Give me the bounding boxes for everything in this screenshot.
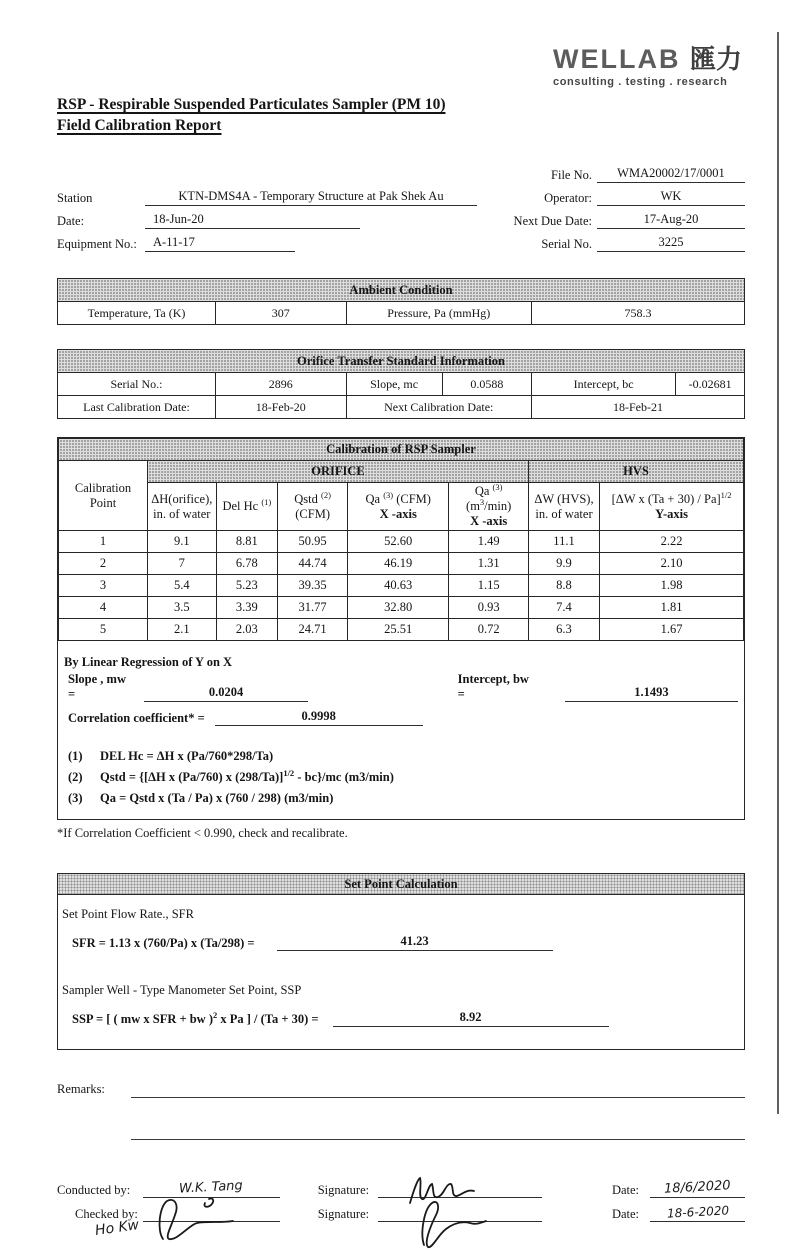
checked-by-row: [57, 1198, 745, 1222]
logo-tagline: consulting . testing . research: [553, 76, 728, 88]
checked-by-signature: [143, 1220, 280, 1222]
wellab-logo: [553, 46, 742, 88]
cell: 5.23: [216, 575, 278, 597]
next-cal-label: Next Calibration Date:: [346, 396, 531, 419]
signature-2: [378, 1220, 542, 1222]
footnote-3-text: Qa = Qstd x (Ta / Pa) x (760 / 298) (m3/min): [100, 791, 334, 805]
cell: 8.8: [528, 575, 599, 597]
signature-label-1: Signature:: [317, 1183, 370, 1197]
cell: 2.1: [148, 619, 217, 641]
cell: 7: [148, 553, 217, 575]
ssp-value: 8.92: [333, 1009, 609, 1027]
slope-mw-value: 0.0204: [144, 684, 307, 702]
std-serial-value: 2896: [216, 373, 347, 396]
date-1: [650, 1179, 745, 1198]
col-qa-m3-exp: 3: [479, 496, 485, 507]
sfr-heading: Set Point Flow Rate., SFR: [62, 907, 194, 921]
intercept-bc-value: -0.02681: [676, 373, 745, 396]
footnote-1-text: DEL Hc = ΔH x (Pa/760*298/Ta): [100, 749, 274, 763]
col-delta-w-line1: ΔW (HVS),: [534, 491, 594, 506]
date-1-handwriting: 18/6/2020: [663, 1178, 732, 1197]
date-label-2: Date:: [611, 1207, 640, 1221]
pressure-value: 758.3: [532, 302, 745, 325]
calibration-data-rows: [59, 531, 744, 641]
footnote-3-num: (3): [68, 791, 83, 805]
ssp-formula-sup: 2: [213, 1009, 218, 1020]
cell: 3.39: [216, 597, 278, 619]
footnote-1-num: (1): [68, 749, 83, 763]
set-point-title: Set Point Calculation: [58, 874, 744, 895]
set-point-section: [57, 873, 745, 1050]
slope-mc-value: 0.0588: [442, 373, 531, 396]
date-row: [57, 206, 745, 229]
next-due-label: Next Due Date:: [513, 214, 592, 228]
equipment-label: Equipment No.:: [57, 237, 137, 251]
report-title-line2: Field Calibration Report: [57, 117, 222, 134]
checked-by-initials-handwriting: Ho Kw: [94, 1217, 141, 1239]
cell: 32.80: [348, 597, 449, 619]
ssp-formula-row: [62, 1001, 740, 1027]
intercept-bw-value: 1.1493: [565, 684, 738, 702]
report-info: [57, 160, 745, 252]
cell: 9.1: [148, 531, 217, 553]
calibration-point-line1: Calibration: [74, 480, 132, 495]
regression-corr-row: [64, 702, 738, 726]
ambient-condition-table: [57, 278, 745, 325]
cell: 2.10: [600, 553, 744, 575]
col-qstd: [278, 483, 348, 531]
col-del-hc-text: Del Hc: [222, 499, 262, 513]
logo-brand-text: WELLAB: [553, 44, 681, 74]
regression-section: [58, 641, 744, 732]
intercept-bc-label: Intercept, bc: [531, 373, 675, 396]
cell: 46.19: [348, 553, 449, 575]
col-qa-cfm-text: Qa: [365, 491, 384, 506]
remarks-label: Remarks:: [57, 1082, 105, 1096]
sfr-value: 41.23: [277, 933, 553, 951]
file-no-label: File No.: [551, 168, 592, 182]
orifice-standard-row2: [58, 396, 745, 419]
cell: 50.95: [278, 531, 348, 553]
cell: 1.31: [449, 553, 528, 575]
cell: 44.74: [278, 553, 348, 575]
footnote-2: [64, 767, 738, 788]
cell: 6.3: [528, 619, 599, 641]
footnote-2-text: [100, 767, 394, 788]
cell: 40.63: [348, 575, 449, 597]
cell: 39.35: [278, 575, 348, 597]
signature-2-scribble: [412, 1199, 502, 1251]
equipment-value: A-11-17: [145, 234, 295, 252]
cell: 3: [59, 575, 148, 597]
station-label: Station: [57, 191, 93, 205]
cell: 4: [59, 597, 148, 619]
cell: 9.9: [528, 553, 599, 575]
temperature-value: 307: [216, 302, 347, 325]
cell: 31.77: [278, 597, 348, 619]
equipment-row: [57, 229, 745, 252]
sfr-formula-row: [62, 925, 740, 951]
cell: 1.98: [600, 575, 744, 597]
calibration-point-line2: Point: [89, 495, 117, 510]
date-2-handwriting: 18-6-2020: [666, 1203, 729, 1221]
regression-title: By Linear Regression of Y on X: [64, 655, 233, 669]
report-title: [57, 94, 745, 136]
cell: 24.71: [278, 619, 348, 641]
table-row: [59, 619, 744, 641]
slope-mw-label: Slope , mw =: [68, 672, 126, 701]
calibration-header-row: [59, 483, 744, 531]
table-row: [59, 531, 744, 553]
signature-label-2: Signature:: [317, 1207, 370, 1221]
serial-no-label: Serial No.: [541, 237, 592, 251]
date-2: [650, 1204, 745, 1222]
group-hvs: HVS: [528, 461, 743, 483]
cell: 1.81: [600, 597, 744, 619]
remarks-line-1: [131, 1082, 745, 1098]
col-y-axis: [600, 483, 744, 531]
col-del-hc: [216, 483, 278, 531]
col-y-axis-sup: 1/2: [720, 489, 732, 500]
sfr-formula: SFR = 1.13 x (760/Pa) x (Ta/298) =: [72, 936, 255, 950]
operator-label: Operator:: [544, 191, 592, 205]
col-qa-m3-unit-a: (m: [466, 499, 480, 513]
cell: 2.22: [600, 531, 744, 553]
temperature-label: Temperature, Ta (K): [58, 302, 216, 325]
cell: 8.81: [216, 531, 278, 553]
col-qa-m3-xaxis: X -axis: [470, 514, 508, 528]
col-qstd-sup: (2): [321, 489, 331, 500]
cell: 1: [59, 531, 148, 553]
date-value: 18-Jun-20: [145, 211, 360, 229]
set-point-body: [58, 895, 744, 1049]
calibration-section: [57, 437, 745, 820]
cell: 0.72: [449, 619, 528, 641]
cell: 2: [59, 553, 148, 575]
col-calibration-point: [59, 461, 148, 531]
calibration-table: [58, 438, 744, 641]
checked-by-scribble: [149, 1195, 259, 1243]
ssp-formula-post: x Pa ] / (Ta + 30) =: [217, 1012, 319, 1026]
formula-footnotes: [58, 732, 744, 819]
cell: 1.67: [600, 619, 744, 641]
correlation-value: 0.9998: [215, 708, 423, 726]
orifice-standard-row1: [58, 373, 745, 396]
signature-1: [378, 1196, 542, 1198]
col-qa-m3-sup: (3): [492, 481, 503, 492]
footnote-1: [64, 746, 738, 767]
station-row: [57, 183, 745, 206]
calibration-title: Calibration of RSP Sampler: [59, 439, 744, 461]
serial-no-value: 3225: [597, 234, 745, 252]
table-row: [59, 553, 744, 575]
std-serial-label: Serial No.:: [58, 373, 216, 396]
intercept-bw-label: Intercept, bw =: [457, 672, 529, 701]
date-label: Date:: [57, 214, 85, 228]
remarks-line-2: [131, 1124, 745, 1140]
ssp-heading: Sampler Well - Type Manometer Set Point, SSP: [62, 983, 302, 997]
conducted-by-label: Conducted by:: [57, 1183, 131, 1197]
operator-value: WK: [597, 188, 745, 206]
col-qa-cfm-unit: (CFM): [393, 491, 431, 506]
ambient-title: Ambient Condition: [58, 279, 745, 302]
remarks-section: [57, 1082, 745, 1140]
col-del-hc-sup: (1): [261, 496, 272, 507]
col-qa-cfm-xaxis: X -axis: [379, 506, 417, 521]
col-qa-cfm: [348, 483, 449, 531]
cell: 11.1: [528, 531, 599, 553]
station-value: KTN-DMS4A - Temporary Structure at Pak Shek Au: [145, 188, 477, 206]
col-delta-h: [148, 483, 217, 531]
ambient-row: [58, 302, 745, 325]
col-delta-w-line2: in. of water: [535, 506, 593, 521]
regression-slope-row: [64, 672, 738, 702]
file-no-row: [57, 160, 745, 183]
table-row: [59, 597, 744, 619]
footnote-2-post: - bc}/mc (m3/min): [294, 770, 394, 784]
conducted-by-handwriting: W.K. Tang: [179, 1178, 244, 1197]
last-cal-label: Last Calibration Date:: [58, 396, 216, 419]
correlation-note: *If Correlation Coefficient < 0.990, check and recalibrate.: [57, 826, 348, 840]
col-y-axis-label: Y-axis: [655, 506, 688, 521]
orifice-standard-table: [57, 349, 745, 419]
cell: 5: [59, 619, 148, 641]
ssp-formula-pre: SSP = [ ( mw x SFR + bw ): [72, 1012, 213, 1026]
col-qstd-line2: (CFM): [295, 506, 330, 521]
signoff-section: [57, 1174, 745, 1239]
group-orifice: ORIFICE: [148, 461, 529, 483]
col-qstd-text: Qstd: [294, 491, 322, 506]
col-qa-m3-text: Qa: [474, 484, 493, 498]
last-cal-value: 18-Feb-20: [216, 396, 347, 419]
correlation-label: Correlation coefficient* =: [68, 711, 205, 725]
pressure-label: Pressure, Pa (mmHg): [346, 302, 531, 325]
checked-by-label: Checked by:: [75, 1207, 138, 1221]
footnote-2-sup: 1/2: [283, 767, 295, 778]
footnote-2-pre: Qstd = {[ΔH x (Pa/760) x (298/Ta)]: [100, 770, 284, 784]
col-delta-h-line2: in. of water: [153, 506, 211, 521]
file-no-value: WMA20002/17/0001: [597, 165, 745, 183]
footnote-2-num: (2): [68, 770, 83, 784]
report-title-line1: RSP - Respirable Suspended Particulates Sampler (PM 10): [57, 96, 446, 113]
cell: 2.03: [216, 619, 278, 641]
cell: 7.4: [528, 597, 599, 619]
cell: 0.93: [449, 597, 528, 619]
table-row: [59, 575, 744, 597]
cell: 1.15: [449, 575, 528, 597]
ssp-formula: [62, 1009, 319, 1027]
col-qa-m3-unit-b: /min): [484, 499, 512, 513]
cell: 52.60: [348, 531, 449, 553]
scan-edge-line: [777, 32, 779, 1114]
next-due-value: 17-Aug-20: [597, 211, 745, 229]
cell: 5.4: [148, 575, 217, 597]
cell: 3.5: [148, 597, 217, 619]
col-qa-cfm-sup: (3): [383, 489, 394, 500]
orifice-standard-title: Orifice Transfer Standard Information: [58, 350, 745, 373]
col-delta-h-line1: ΔH(orifice),: [151, 491, 213, 506]
footnote-3: [64, 788, 738, 809]
cell: 6.78: [216, 553, 278, 575]
logo-cjk-text: 匯力: [690, 44, 743, 74]
next-cal-value: 18-Feb-21: [531, 396, 744, 419]
date-label-1: Date:: [611, 1183, 640, 1197]
col-qa-m3: [449, 483, 528, 531]
col-y-axis-formula: [ΔW x (Ta + 30) / Pa]: [611, 491, 721, 506]
cell: 1.49: [449, 531, 528, 553]
slope-mc-label: Slope, mc: [346, 373, 442, 396]
col-delta-w: [528, 483, 599, 531]
cell: 25.51: [348, 619, 449, 641]
